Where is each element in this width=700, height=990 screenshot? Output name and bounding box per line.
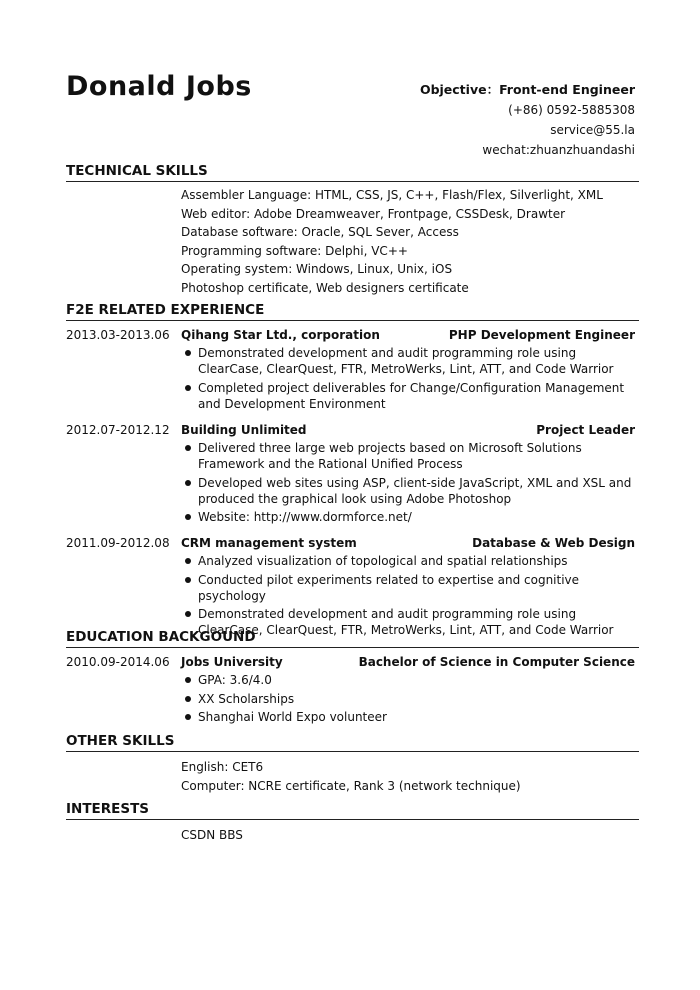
bullet-icon (185, 350, 191, 356)
bullet-list (181, 672, 636, 725)
bullet-list (181, 553, 636, 638)
bullet-text: Demonstrated development and audit programming role using ClearCase, ClearQuest, FTR, MetroWerks, Lint, ATT, and Code Warrior (198, 607, 614, 637)
bullet-icon (185, 514, 191, 520)
email-address: service@55.la (550, 123, 635, 137)
candidate-name: Donald Jobs (66, 71, 252, 102)
entry-organization: Qihang Star Ltd., corporation (181, 328, 380, 342)
website-link[interactable]: Website: http://www.dormforce.net/ (198, 510, 412, 524)
bullet-icon (185, 480, 191, 486)
interest-item: CSDN BBS (181, 828, 243, 842)
list-item (181, 553, 636, 569)
experience-entry (66, 421, 639, 528)
bullet-icon (185, 611, 191, 617)
entry-header (66, 421, 639, 440)
contact-block (420, 80, 635, 160)
bullet-icon (185, 558, 191, 564)
entry-organization: Building Unlimited (181, 423, 307, 437)
objective: Objective：Front-end Engineer (419, 82, 635, 97)
skill-item: Database software: Oracle, SQL Sever, Access (181, 225, 459, 239)
bullet-list (181, 440, 636, 525)
entry-role: Project Leader (536, 423, 635, 437)
experience-entry (66, 534, 639, 641)
bullet-icon (185, 696, 191, 702)
bullet-text: Shanghai World Expo volunteer (198, 710, 387, 724)
skill-item: Computer: NCRE certificate, Rank 3 (network technique) (181, 778, 521, 793)
skill-item: Web editor: Adobe Dreamweaver, Frontpage, CSSDesk, Drawter (181, 206, 566, 221)
entry-date: 2011.09-2012.08 (66, 536, 170, 550)
entry-date: 2010.09-2014.06 (66, 655, 170, 669)
entry-header (66, 534, 639, 553)
entry-degree: Bachelor of Science in Computer Science (358, 655, 635, 669)
list-item (181, 509, 636, 525)
skill-item: Photoshop certificate, Web designers certificate (181, 280, 469, 295)
entry-date: 2012.07-2012.12 (66, 423, 170, 437)
list-item (181, 709, 636, 725)
phone-number: (+86) 0592-5885308 (508, 103, 635, 117)
bullet-text: XX Scholarships (198, 691, 295, 706)
wechat-id: wechat:zhuanzhuandashi (482, 143, 635, 157)
skill-item: Assembler Language: HTML, CSS, JS, C++, Flash/Flex, Silverlight, XML (181, 188, 603, 202)
education-entry (66, 653, 639, 728)
bullet-icon (185, 577, 191, 583)
section-title-education: EDUCATION BACKGOUND (66, 628, 639, 648)
list-item (181, 475, 636, 507)
list-item (181, 380, 636, 412)
section-title-other-skills: OTHER SKILLS (66, 732, 639, 752)
skill-item: Programming software: Delphi, VC++ (181, 243, 408, 258)
list-item (181, 672, 636, 688)
other-skills-list (181, 758, 641, 795)
entry-organization: CRM management system (181, 536, 357, 550)
bullet-text: Delivered three large web projects based on Microsoft Solutions Framework and the Rational Unified Process (198, 441, 582, 471)
interests-list (181, 826, 641, 845)
bullet-icon (185, 714, 191, 720)
entry-role: Database & Web Design (472, 536, 635, 550)
list-item (181, 691, 636, 707)
bullet-list (181, 345, 636, 412)
list-item (181, 440, 636, 472)
bullet-text: Demonstrated development and audit programming role using ClearCase, ClearQuest, FTR, MetroWerks, Lint, ATT, and Code Warrior (198, 346, 614, 376)
list-item (181, 345, 636, 377)
list-item (181, 572, 636, 604)
skill-item: Operating system: Windows, Linux, Unix, iOS (181, 262, 453, 276)
technical-skills-list (181, 186, 641, 297)
bullet-icon (185, 385, 191, 391)
skill-item: English: CET6 (181, 760, 264, 774)
entry-organization: Jobs University (181, 655, 283, 669)
section-title-interests: INTERESTS (66, 800, 639, 820)
experience-entry (66, 326, 639, 414)
bullet-text: GPA: 3.6/4.0 (198, 673, 272, 687)
entry-header (66, 326, 639, 345)
section-title-technical-skills: TECHNICAL SKILLS (66, 162, 639, 182)
bullet-text: Analyzed visualization of topological and spatial relationships (198, 554, 568, 568)
entry-date: 2013.03-2013.06 (66, 328, 170, 342)
entry-role: PHP Development Engineer (448, 328, 635, 342)
bullet-text: Developed web sites using ASP, client-side JavaScript, XML and XSL and produced the graphical look using Adobe Photoshop (198, 475, 632, 506)
bullet-icon (185, 677, 191, 683)
bullet-text: Conducted pilot experiments related to expertise and cognitive psychology (198, 572, 580, 603)
section-title-experience: F2E RELATED EXPERIENCE (66, 301, 639, 321)
entry-header (66, 653, 639, 672)
bullet-icon (185, 445, 191, 451)
resume-header (66, 72, 639, 164)
bullet-text: Completed project deliverables for Change/Configuration Management and Development Environment (198, 380, 625, 411)
